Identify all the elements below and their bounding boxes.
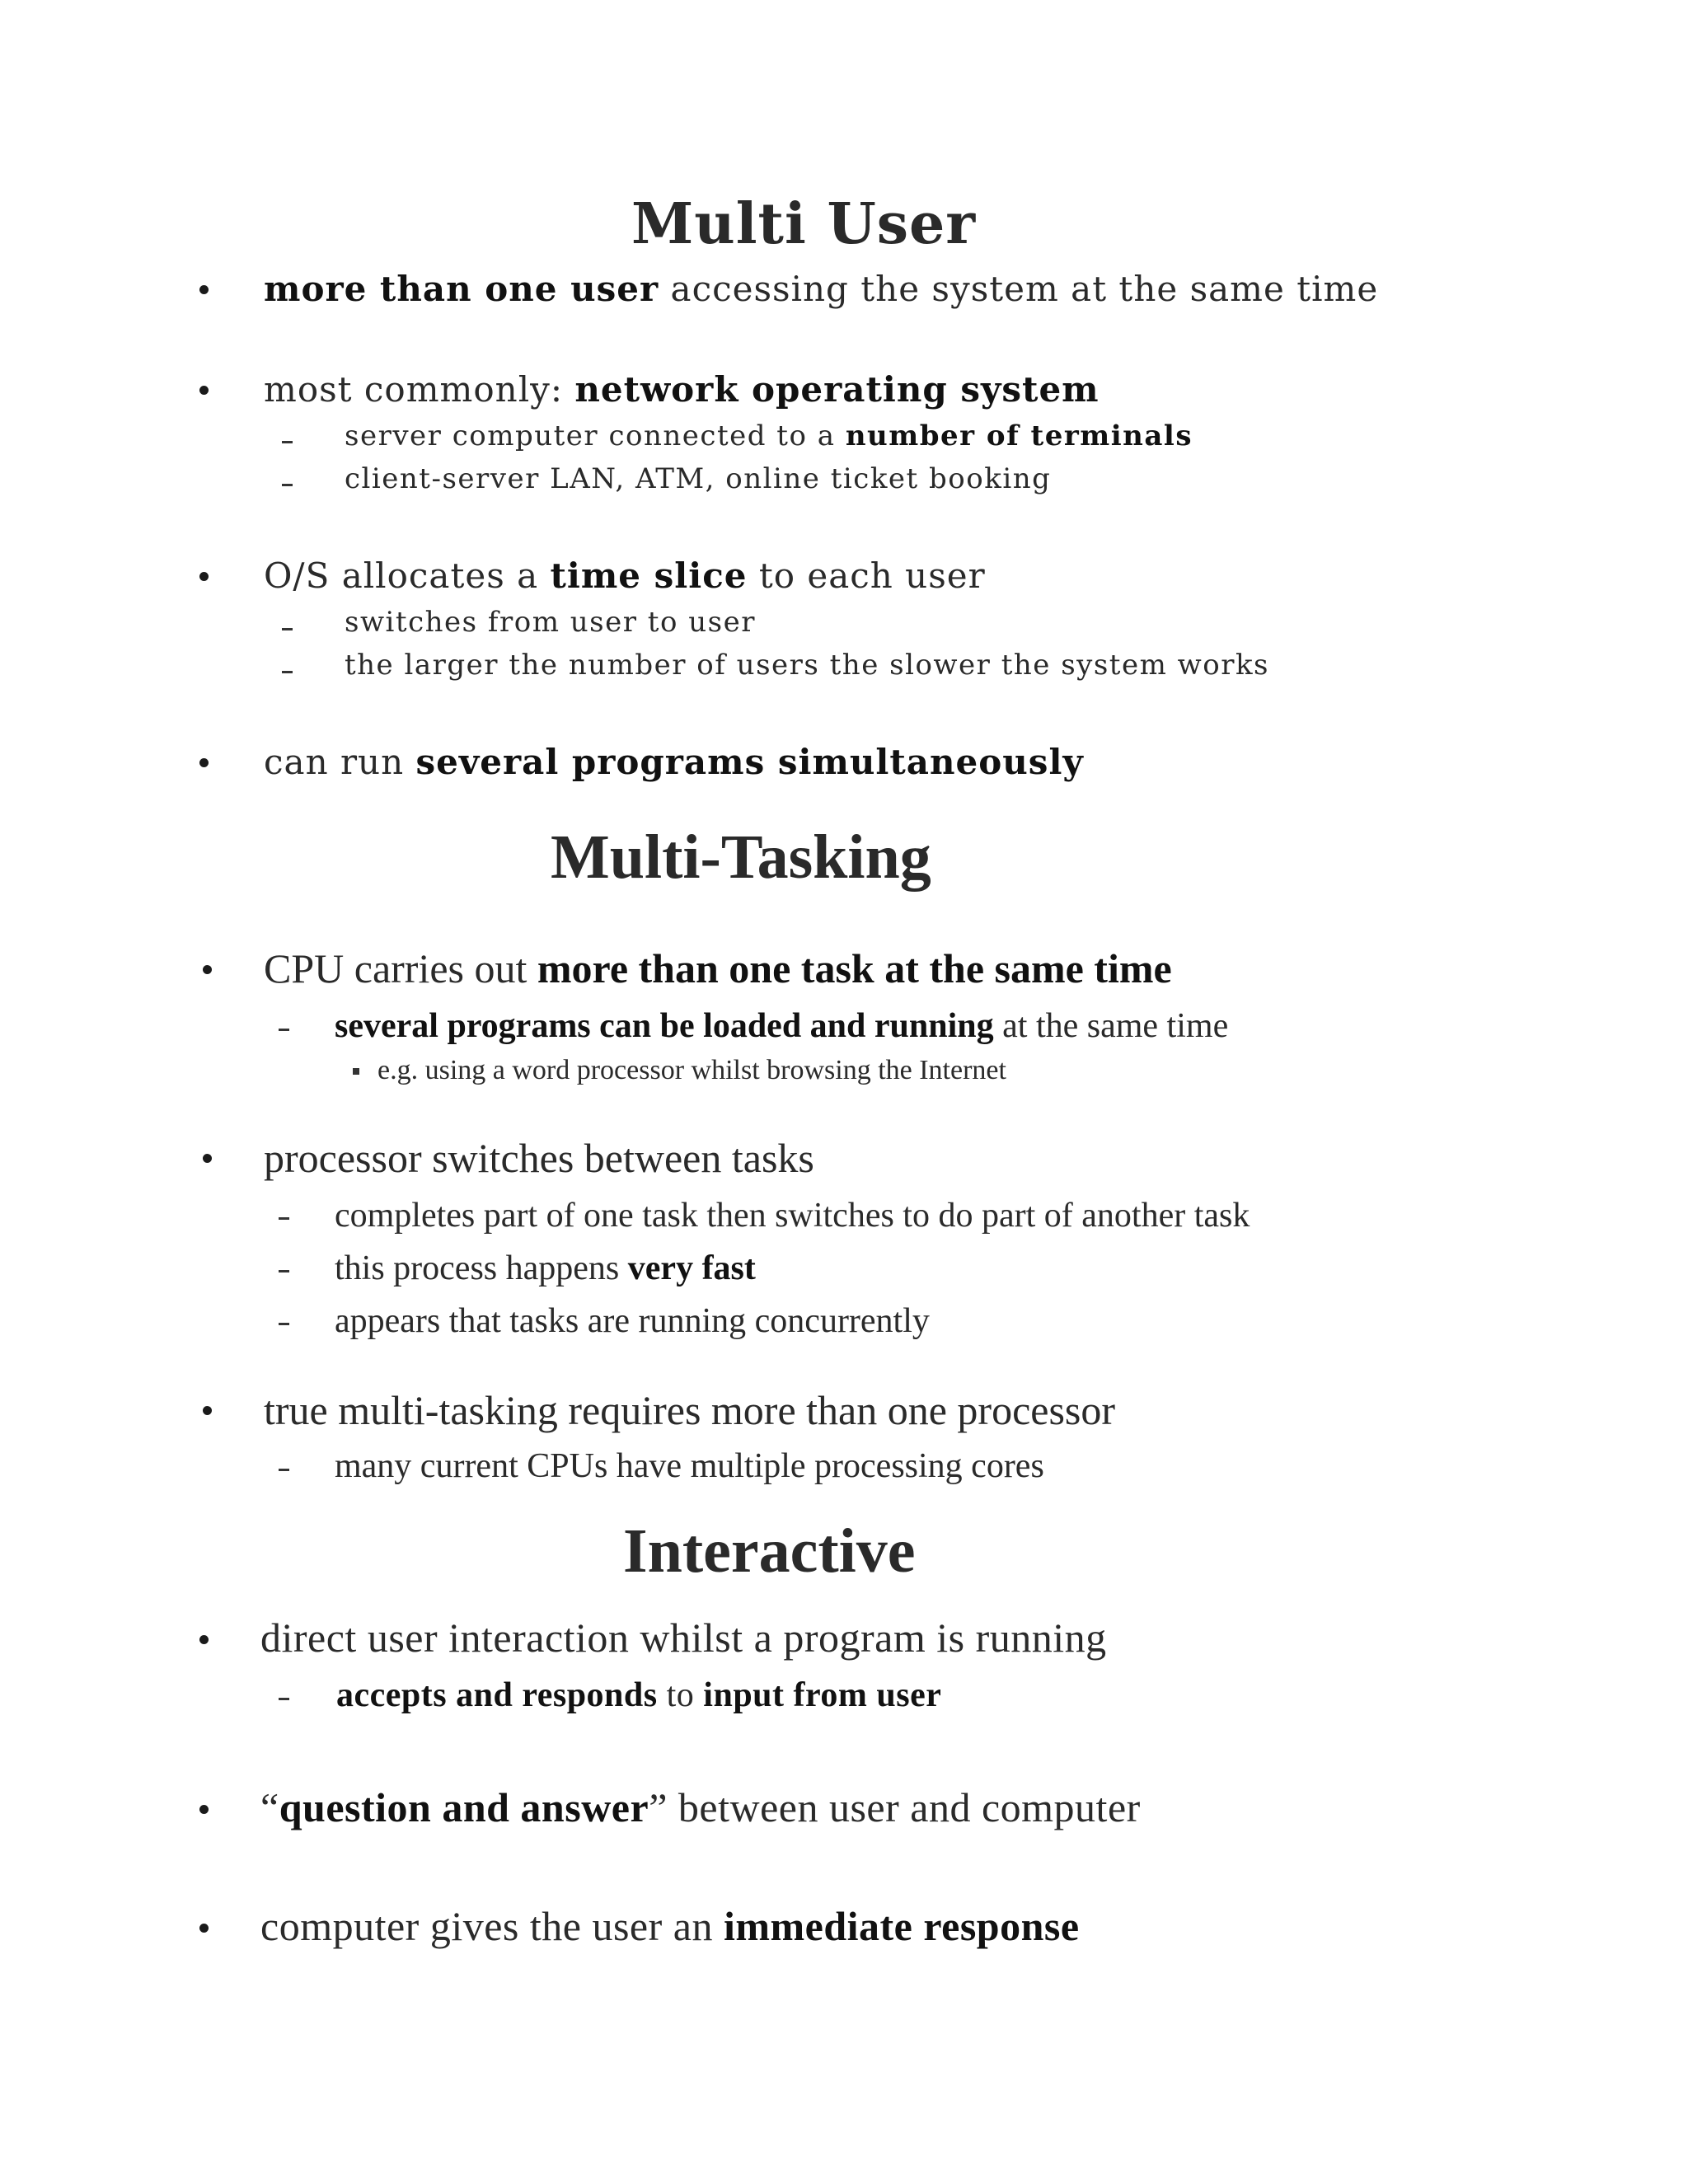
dash-icon bbox=[282, 484, 293, 486]
dash-icon bbox=[279, 1029, 289, 1031]
sub-list-item bbox=[335, 1304, 930, 1338]
bold-text: more than one user bbox=[264, 269, 659, 309]
text: switches from user to user bbox=[345, 606, 756, 639]
text: many current CPUs have multiple processing cores bbox=[335, 1447, 1044, 1485]
list-item bbox=[264, 742, 1084, 782]
text: most commonly: bbox=[264, 369, 575, 410]
bullet-icon bbox=[203, 965, 212, 974]
text: accessing the system at the same time bbox=[659, 269, 1379, 309]
dash-icon bbox=[282, 441, 293, 443]
text: CPU carries out bbox=[264, 945, 537, 991]
text: “ bbox=[260, 1784, 279, 1830]
sub-list-item bbox=[345, 419, 1193, 452]
dash-icon bbox=[279, 1469, 289, 1471]
bullet-icon bbox=[199, 1805, 209, 1814]
dash-icon bbox=[279, 1698, 289, 1700]
sub-list-item bbox=[345, 649, 1270, 682]
sub-list-item bbox=[335, 1009, 1228, 1043]
section-title: Multi User bbox=[631, 191, 977, 257]
text: can run bbox=[264, 742, 416, 782]
bold-text: several programs can be loaded and running bbox=[335, 1007, 994, 1045]
bullet-icon bbox=[199, 285, 209, 294]
dash-icon bbox=[279, 1323, 289, 1325]
text: this process happens bbox=[335, 1249, 628, 1287]
sub-list-item bbox=[336, 1678, 941, 1713]
dash-icon bbox=[279, 1217, 289, 1220]
text: O/S allocates a bbox=[264, 555, 551, 596]
bullet-icon bbox=[203, 1154, 212, 1163]
bold-text: very fast bbox=[627, 1249, 756, 1287]
list-item bbox=[260, 1784, 1141, 1830]
sub-list-item bbox=[335, 1251, 756, 1286]
sub-list-item bbox=[345, 462, 1052, 495]
section-title: Interactive bbox=[623, 1516, 916, 1586]
text: server computer connected to a bbox=[345, 419, 846, 452]
bullet-icon bbox=[199, 386, 209, 395]
list-item bbox=[264, 369, 1100, 410]
bold-text: accepts and responds bbox=[336, 1676, 658, 1714]
list-item bbox=[260, 1615, 1107, 1661]
text: completes part of one task then switches to do part of another task bbox=[335, 1197, 1250, 1235]
list-item bbox=[264, 269, 1379, 309]
text: computer gives the user an bbox=[260, 1903, 724, 1949]
text: at the same time bbox=[993, 1007, 1229, 1045]
text: ” between user and computer bbox=[649, 1784, 1141, 1830]
text: to each user bbox=[747, 555, 986, 596]
text: the larger the number of users the slower the system works bbox=[345, 649, 1270, 682]
square-bullet-icon bbox=[353, 1068, 359, 1075]
list-item bbox=[264, 1387, 1116, 1433]
bold-text: number of terminals bbox=[845, 419, 1193, 452]
sub-list-item bbox=[335, 1198, 1250, 1233]
bold-text: network operating system bbox=[574, 369, 1100, 410]
sub-list-item bbox=[335, 1449, 1044, 1483]
bullet-icon bbox=[199, 758, 209, 767]
text: processor switches between tasks bbox=[264, 1135, 814, 1181]
dash-icon bbox=[282, 628, 293, 630]
sub-list-item bbox=[345, 606, 756, 639]
bold-text: question and answer bbox=[279, 1784, 649, 1830]
bold-text: input from user bbox=[703, 1676, 942, 1714]
bullet-icon bbox=[199, 1924, 209, 1933]
bold-text: several programs simultaneously bbox=[415, 742, 1084, 782]
bullet-icon bbox=[203, 1406, 212, 1415]
sub-sub-list-item bbox=[377, 1057, 1006, 1085]
bold-text: more than one task at the same time bbox=[537, 945, 1172, 991]
text: e.g. using a word processor whilst browsing the Internet bbox=[377, 1055, 1006, 1085]
list-item bbox=[264, 555, 986, 596]
bold-text: time slice bbox=[550, 555, 748, 596]
text: appears that tasks are running concurrently bbox=[335, 1302, 930, 1340]
dash-icon bbox=[279, 1270, 289, 1272]
bullet-icon bbox=[199, 1635, 209, 1644]
text: client-server LAN, ATM, online ticket booking bbox=[345, 462, 1052, 495]
dash-icon bbox=[282, 671, 293, 673]
list-item bbox=[264, 945, 1172, 991]
text: direct user interaction whilst a program is running bbox=[260, 1615, 1107, 1661]
bullet-icon bbox=[199, 572, 209, 581]
bold-text: immediate response bbox=[723, 1903, 1080, 1949]
list-item bbox=[260, 1905, 1080, 1947]
section-title: Multi-Tasking bbox=[551, 823, 931, 892]
text: true multi-tasking requires more than one processor bbox=[264, 1387, 1116, 1433]
text: to bbox=[657, 1676, 704, 1714]
list-item bbox=[264, 1137, 814, 1179]
